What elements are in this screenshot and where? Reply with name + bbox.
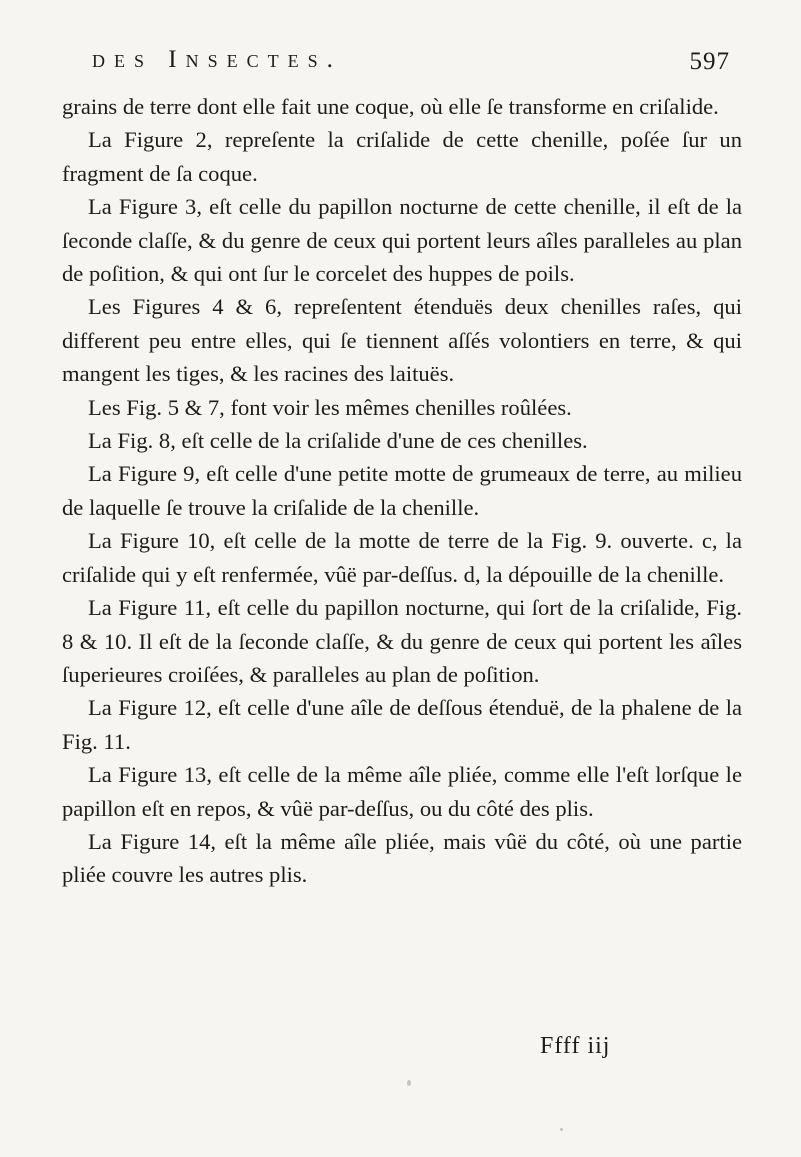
paragraph: La Figure 2, repreſente la criſalide de cette chenille, poſée ſur un fragment de ſa coque. (62, 127, 742, 186)
page-header (92, 46, 732, 86)
paragraph: La Figure 10, eſt celle de la motte de terre de la Fig. 9. ouverte. c, la criſalide qui y eſt renfermée, vûë par-deſſus. d, la dépouille de la chenille. (62, 528, 742, 587)
paragraph: La Figure 3, eſt celle du papillon nocturne de cette chenille, il eſt de la ſeconde claſſe, & du genre de ceux qui portent leurs aîles paralleles au plan de poſition, & qui ont ſur le corcelet des huppes de poils. (62, 194, 742, 287)
paragraph: La Figure 12, eſt celle d'une aîle de deſſous étenduë, de la phalene de la Fig. 11. (62, 695, 742, 754)
paragraph: Les Figures 4 & 6, repreſentent étenduës deux chenilles raſes, qui different peu entre elles, qui ſe tiennent aſſés volontiers en terre, & qui mangent les tiges, & les racines des laituës. (62, 294, 742, 387)
paragraph: La Figure 9, eſt celle d'une petite motte de grumeaux de terre, au milieu de laquelle ſe trouve la criſalide de la chenille. (62, 461, 742, 520)
paragraph: La Figure 14, eſt la même aîle pliée, mais vûë du côté, où une partie pliée couvre les autres plis. (62, 828, 742, 888)
running-title: des Insectes. (92, 46, 342, 73)
paragraph: La Fig. 8, eſt celle de la criſalide d'une de ces chenilles. (88, 428, 588, 454)
paragraph: La Figure 13, eſt celle de la même aîle pliée, comme elle l'eſt lorſque le papillon eſt en repos, & vûë par-deſſus, ou du côté des plis. (62, 762, 742, 821)
paragraph: La Figure 11, eſt celle du papillon nocturne, qui ſort de la criſalide, Fig. 8 & 10. Il eſt de la ſeconde claſſe, & du genre de ceux qui portent les aîles ſuperieures croiſées, & paralleles au plan de poſition. (62, 595, 742, 687)
paper-speck (407, 1080, 411, 1086)
paper-speck (560, 1128, 563, 1131)
paragraph: grains de terre dont elle fait une coque, où elle ſe transforme en criſalide. (62, 94, 719, 119)
page-number: 597 (689, 48, 730, 75)
paragraph: Les Fig. 5 & 7, font voir les mêmes chenilles roûlées. (88, 394, 572, 420)
signature-mark: Ffff iij (540, 1033, 611, 1059)
body-text (62, 90, 742, 892)
